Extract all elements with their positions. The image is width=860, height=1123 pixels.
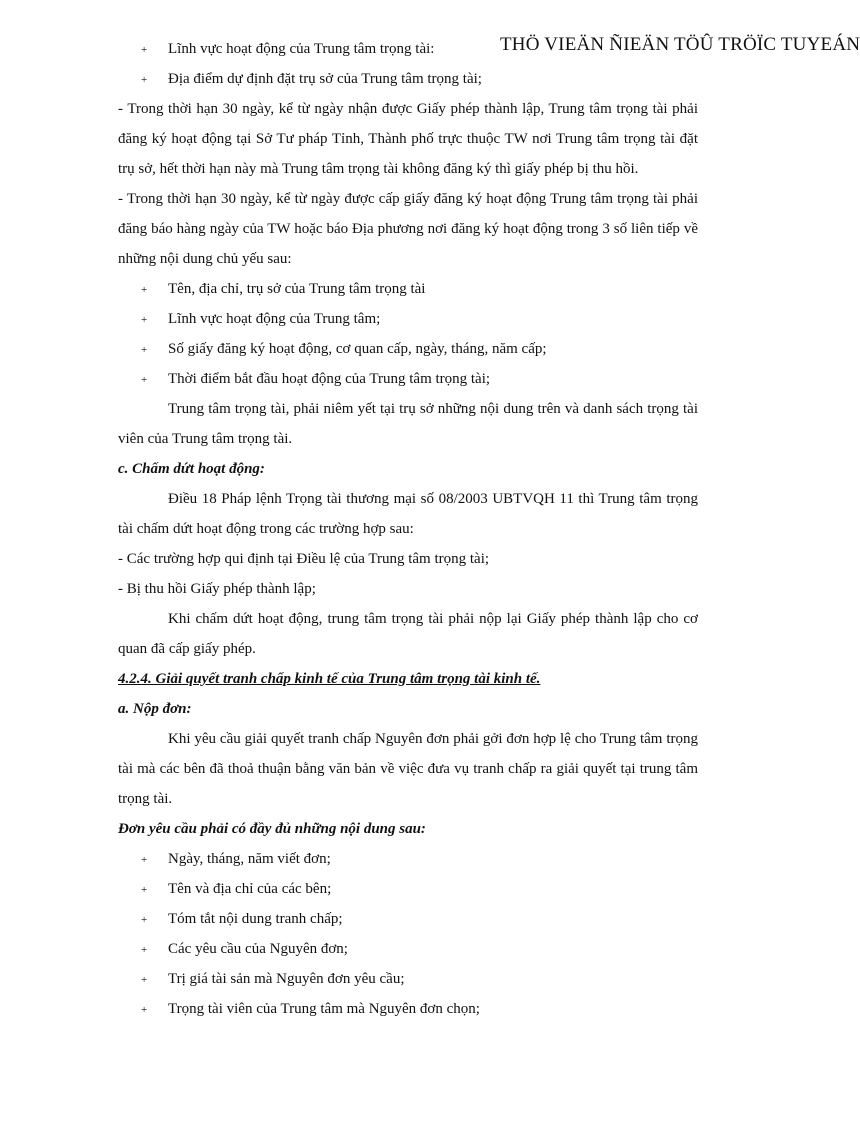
list-item-text: Tóm tắt nội dung tranh chấp;	[168, 911, 343, 927]
subsection-heading: Đơn yêu cầu phải có đầy đủ những nội dung sau:	[118, 821, 426, 837]
paragraph: - Trong thời hạn 30 ngày, kể từ ngày được cấp giấy đăng ký hoạt động Trung tâm trọng tài phải đăng báo hàng ngày của TW hoặc báo Địa phương nơi đăng ký hoạt động trong 3 số liên tiếp về những nội dung chủ yếu sau:	[118, 191, 698, 267]
list-item	[118, 334, 698, 364]
list-item-text: Thời điểm bắt đầu hoạt động của Trung tâm trọng tài;	[168, 371, 491, 387]
subsection-heading: a. Nộp đơn:	[118, 701, 192, 717]
section-heading: c. Chấm dứt hoạt động:	[118, 461, 265, 477]
list-item	[118, 364, 698, 394]
document-body	[118, 34, 698, 1024]
list-item	[118, 934, 698, 964]
list-item	[118, 964, 698, 994]
paragraph: - Bị thu hồi Giấy phép thành lập;	[118, 581, 316, 597]
section-heading: 4.2.4. Giải quyết tranh chấp kinh tế của Trung tâm trọng tài kinh tế.	[118, 671, 541, 687]
paragraph: - Trong thời hạn 30 ngày, kể từ ngày nhận được Giấy phép thành lập, Trung tâm trọng tài phải đăng ký hoạt động tại Sở Tư pháp Tỉnh, Thành phố trực thuộc TW nơi Trung tâm trọng tài đặt trụ sở, hết thời hạn này mà Trung tâm trọng tài không đăng ký thì giấy phép bị thu hồi.	[118, 101, 698, 177]
list-item-text: Trị giá tài sản mà Nguyên đơn yêu cầu;	[168, 971, 405, 987]
plus-bullet-icon: +	[141, 944, 148, 956]
list-item	[118, 844, 698, 874]
plus-bullet-icon: +	[141, 884, 148, 896]
list-item	[118, 904, 698, 934]
list-item-text: Lĩnh vực hoạt động của Trung tâm;	[168, 311, 381, 327]
list-item	[118, 34, 698, 64]
list-item-text: Địa điểm dự định đặt trụ sở của Trung tâm trọng tài;	[168, 71, 482, 87]
list-item-text: Các yêu cầu của Nguyên đơn;	[168, 941, 348, 957]
header-watermark: THÖ VIEÄN ÑIEÄN TÖÛ TRÖÏC TUYEÁN	[500, 34, 860, 55]
paragraph: Khi chấm dứt hoạt động, trung tâm trọng tài phải nộp lại Giấy phép thành lập cho cơ quan đã cấp giấy phép.	[118, 611, 698, 657]
list-item	[118, 64, 698, 94]
plus-bullet-icon: +	[141, 314, 148, 326]
list-item	[118, 994, 698, 1024]
list-item-text: Tên, địa chỉ, trụ sở của Trung tâm trọng tài	[168, 281, 426, 297]
list-item-text: Trọng tài viên của Trung tâm mà Nguyên đơn chọn;	[168, 1001, 480, 1017]
list-item	[118, 304, 698, 334]
list-item-text: Lĩnh vực hoạt động của Trung tâm trọng tài:	[168, 41, 435, 57]
plus-bullet-icon: +	[141, 344, 148, 356]
plus-bullet-icon: +	[141, 854, 148, 866]
plus-bullet-icon: +	[141, 1004, 148, 1016]
list-item-text: Ngày, tháng, năm viết đơn;	[168, 851, 331, 867]
plus-bullet-icon: +	[141, 44, 148, 56]
plus-bullet-icon: +	[141, 284, 148, 296]
plus-bullet-icon: +	[141, 974, 148, 986]
plus-bullet-icon: +	[141, 914, 148, 926]
list-item	[118, 874, 698, 904]
paragraph: Trung tâm trọng tài, phải niêm yết tại trụ sở những nội dung trên và danh sách trọng tài viên của Trung tâm trọng tài.	[118, 401, 698, 447]
plus-bullet-icon: +	[141, 374, 148, 386]
paragraph: Điều 18 Pháp lệnh Trọng tài thương mại số 08/2003 UBTVQH 11 thì Trung tâm trọng tài chấm dứt hoạt động trong các trường hợp sau:	[118, 491, 698, 537]
paragraph: Khi yêu cầu giải quyết tranh chấp Nguyên đơn phải gởi đơn hợp lệ cho Trung tâm trọng tài mà các bên đã thoả thuận bằng văn bản về việc đưa vụ tranh chấp ra giải quyết tại trung tâm trọng tài.	[118, 731, 698, 807]
list-item	[118, 274, 698, 304]
plus-bullet-icon: +	[141, 74, 148, 86]
paragraph: - Các trường hợp qui định tại Điều lệ của Trung tâm trọng tài;	[118, 551, 490, 567]
list-item-text: Tên và địa chỉ của các bên;	[168, 881, 332, 897]
list-item-text: Số giấy đăng ký hoạt động, cơ quan cấp, ngày, tháng, năm cấp;	[168, 341, 547, 357]
